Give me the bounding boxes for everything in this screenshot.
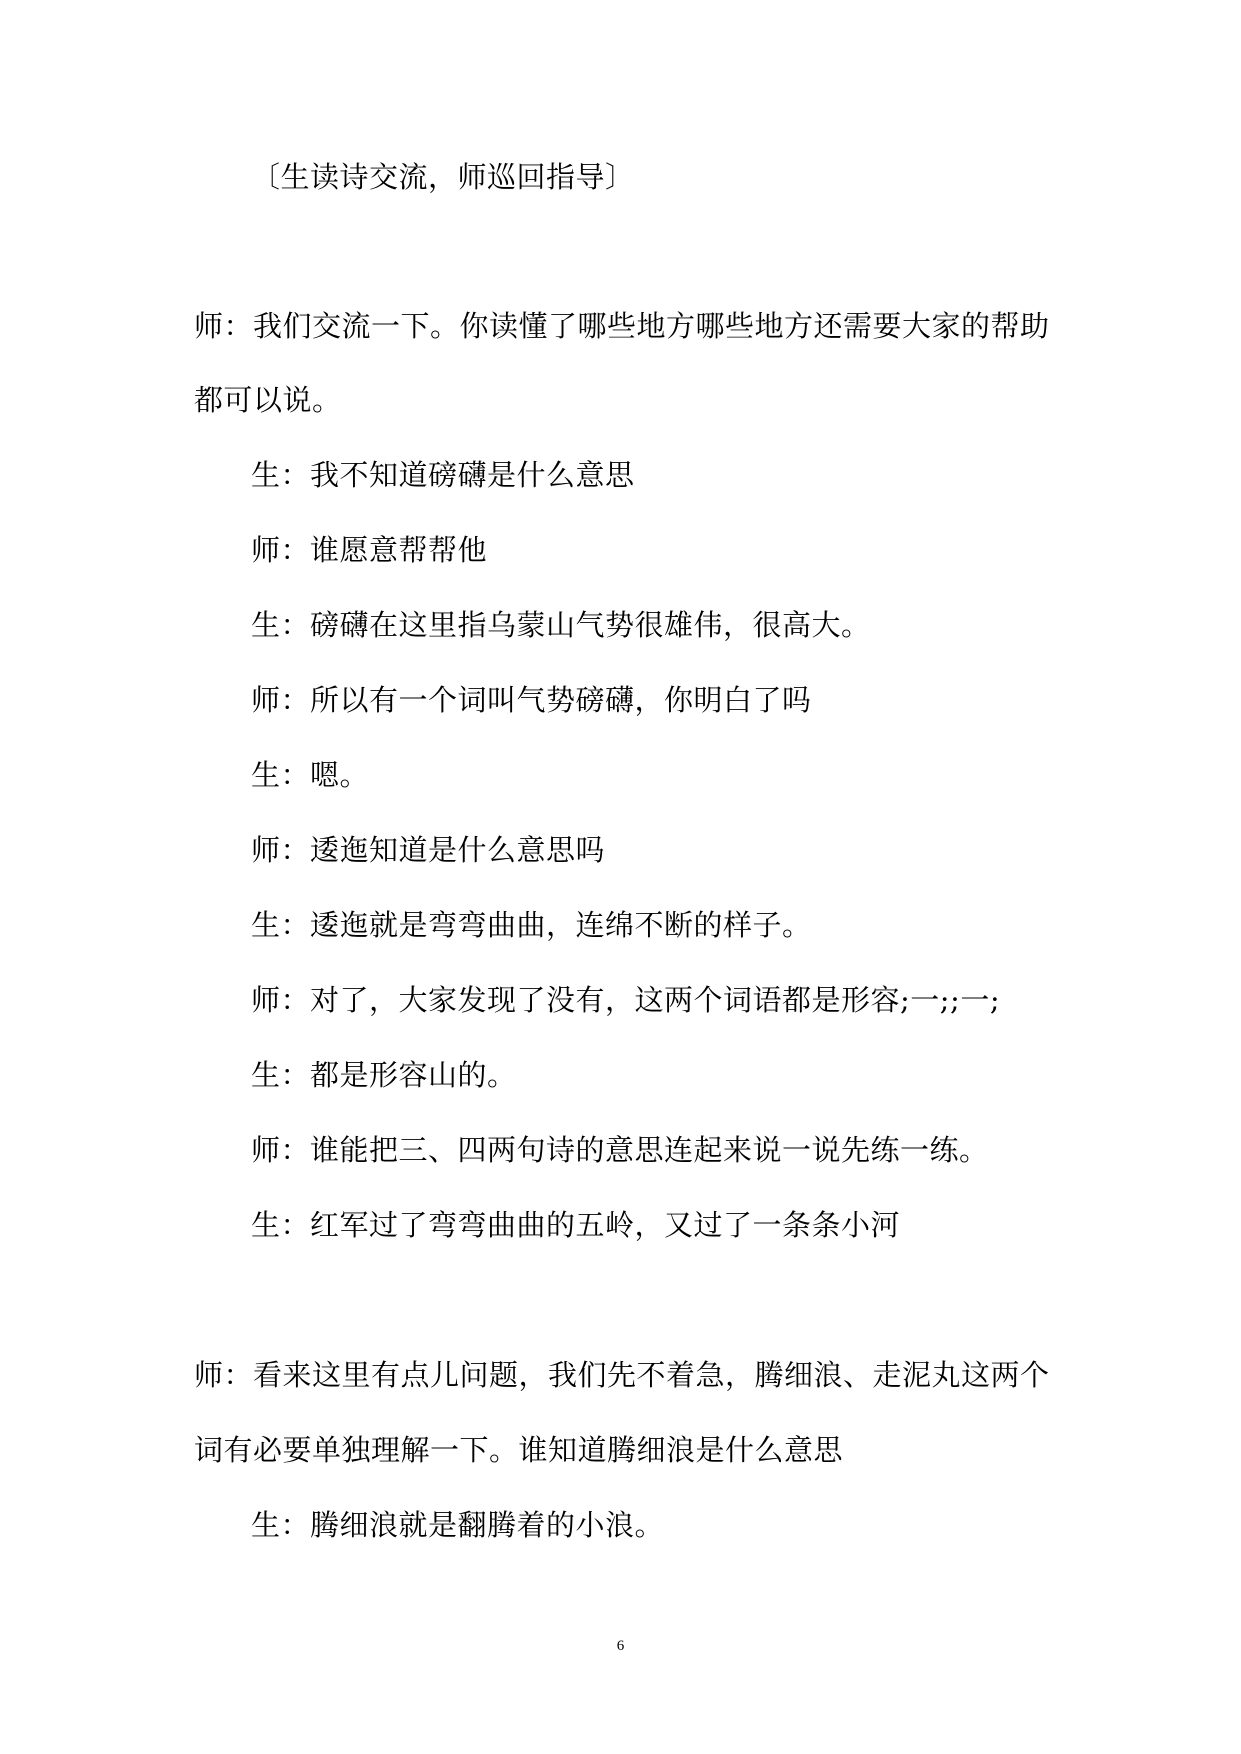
dialogue-line: 生：腾细浪就是翻腾着的小浪。 bbox=[251, 1508, 665, 1542]
dialogue-line: 生：红军过了弯弯曲曲的五岭，又过了一条条小河 bbox=[251, 1208, 901, 1242]
dialogue-line: 生：嗯。 bbox=[251, 758, 370, 792]
dialogue-line: 师：我们交流一下。你读懂了哪些地方哪些地方还需要大家的帮助 bbox=[194, 309, 1050, 343]
dialogue-line: 生：逶迤就是弯弯曲曲，连绵不断的样子。 bbox=[251, 908, 812, 942]
dialogue-line: 师：所以有一个词叫气势磅礴，你明白了吗 bbox=[251, 683, 812, 717]
dialogue-line: 师：对了，大家发现了没有，这两个词语都是形容;一;;一; bbox=[251, 983, 1001, 1017]
dialogue-line: 师：逶迤知道是什么意思吗 bbox=[251, 833, 606, 867]
dialogue-line: 生：都是形容山的。 bbox=[251, 1058, 517, 1092]
dialogue-line: 生：我不知道磅礴是什么意思 bbox=[251, 458, 635, 492]
page-number: 6 bbox=[616, 1638, 625, 1654]
dialogue-line-continued: 都可以说。 bbox=[194, 383, 342, 417]
dialogue-line: 师：谁能把三、四两句诗的意思连起来说一说先练一练。 bbox=[251, 1133, 989, 1167]
stage-direction: 〔生读诗交流，师巡回指导〕 bbox=[251, 160, 635, 194]
dialogue-line: 师：谁愿意帮帮他 bbox=[251, 533, 488, 567]
dialogue-line: 师：看来这里有点儿问题，我们先不着急，腾细浪、走泥丸这两个 bbox=[194, 1358, 1050, 1392]
dialogue-line: 生：磅礴在这里指乌蒙山气势很雄伟，很高大。 bbox=[251, 608, 871, 642]
dialogue-line-continued: 词有必要单独理解一下。谁知道腾细浪是什么意思 bbox=[194, 1433, 844, 1467]
